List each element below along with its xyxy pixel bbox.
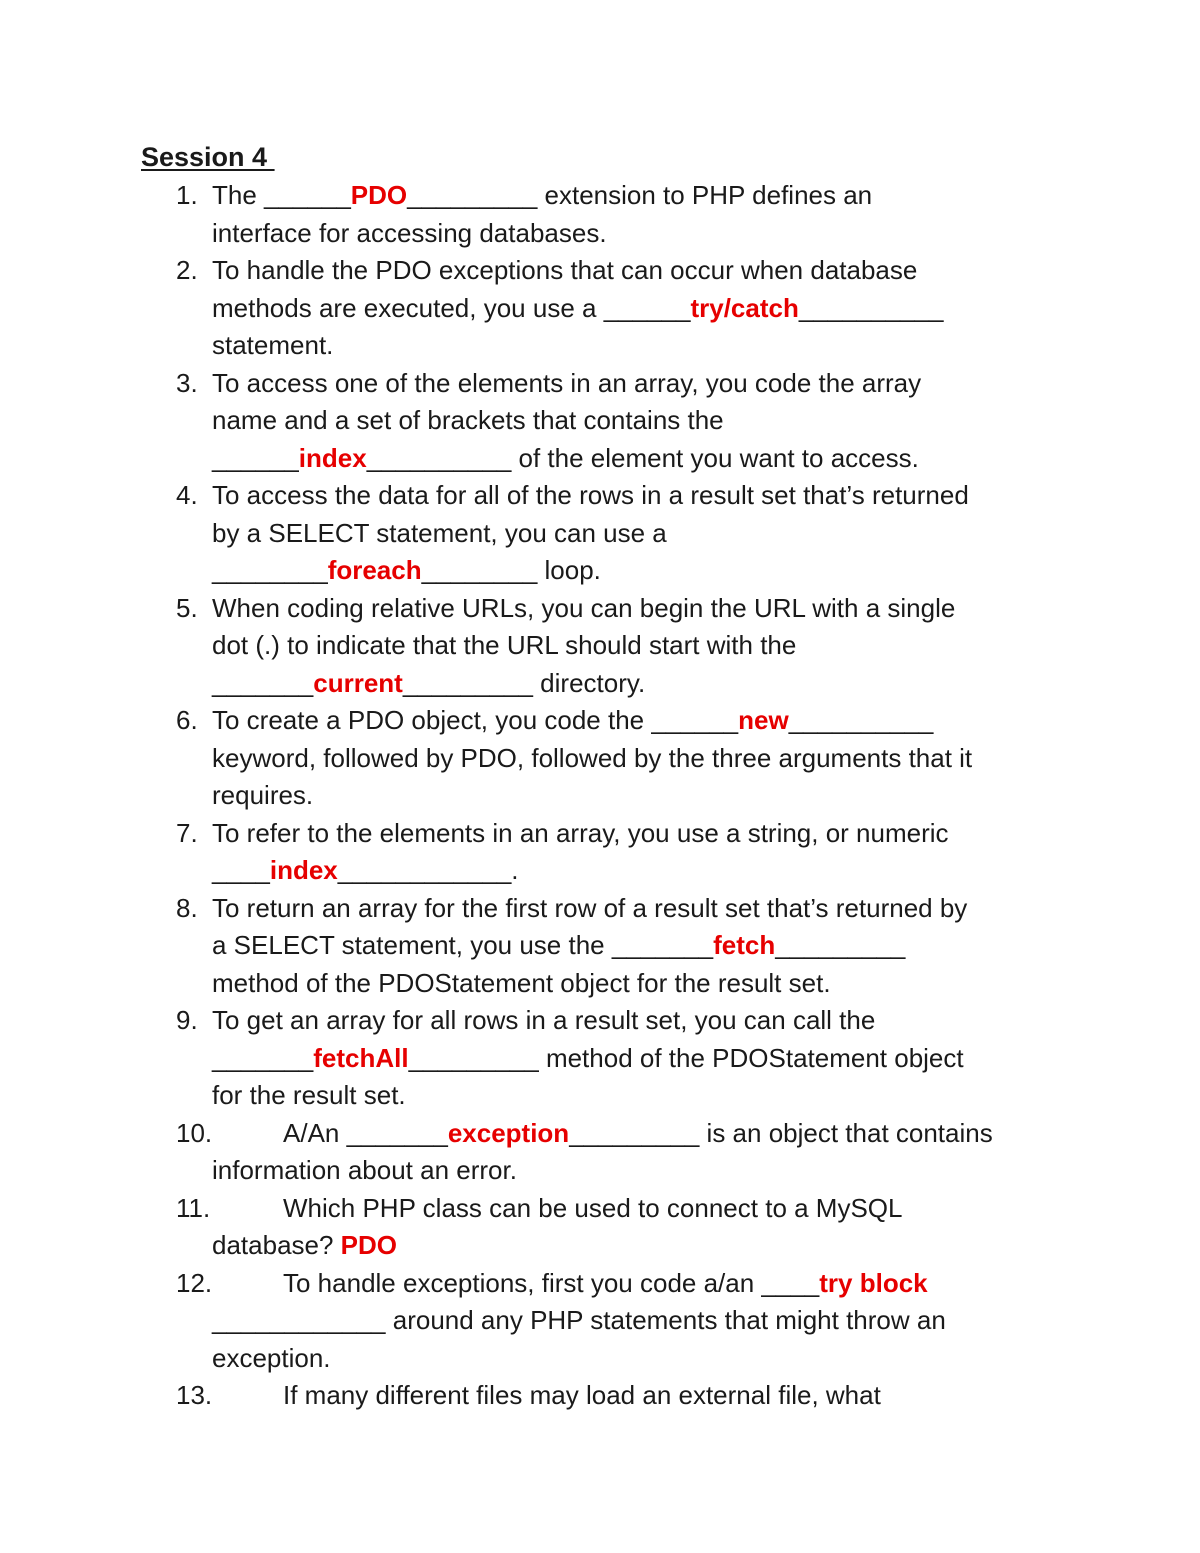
answer-text: index (269, 855, 338, 885)
question-text: If many different files may load an external file, what (283, 1380, 881, 1410)
question-text: requires. (212, 780, 314, 810)
question-text: ____________. (337, 855, 519, 885)
question-text: _________ is an object that contains (569, 1117, 993, 1148)
answer-text: try block (819, 1267, 928, 1298)
question-text-line (0, 290, 1200, 328)
question-text-line (0, 1302, 1200, 1340)
question-text: To get an array for all rows in a result set, you can call the (212, 1005, 876, 1035)
answer-text: new (738, 705, 789, 735)
question-text: exception. (212, 1342, 331, 1373)
question-text: ______ (212, 442, 299, 473)
question-text-line (0, 327, 1200, 365)
list-item-number: 13. (176, 1380, 213, 1410)
question-text: a SELECT statement, you use the _______ (212, 930, 714, 960)
answer-text: fetch (713, 930, 776, 960)
question-text: To return an array for the first row of a result set that’s returned by (212, 892, 968, 923)
answer-text: exception (447, 1117, 570, 1148)
question-text-line (0, 1152, 1200, 1190)
question-text-line (0, 402, 1200, 440)
question-text: interface for accessing databases. (212, 217, 607, 248)
question-text: by a SELECT statement, you can use a (212, 517, 667, 548)
question-text-line (0, 1227, 1200, 1265)
page-title: Session 4 (141, 142, 275, 172)
question-text: __________ (798, 292, 944, 323)
question-text: The ______ (212, 180, 351, 210)
list-item-number: 2. (176, 255, 198, 285)
question-text: To access the data for all of the rows in a result set that’s returned (212, 480, 969, 510)
list-item-number: 1. (176, 180, 198, 210)
question-text-line (0, 627, 1200, 665)
list-item-number: 4. (176, 480, 198, 510)
question-text: To create a PDO object, you code the ______ (212, 705, 739, 735)
list-item-number: 6. (176, 705, 198, 735)
list-item (0, 590, 1200, 703)
question-text: dot (.) to indicate that the URL should start with the (212, 630, 797, 660)
question-text: keyword, followed by PDO, followed by the three arguments that it (212, 742, 973, 773)
question-text-line (0, 552, 1200, 590)
list-item (0, 1115, 1200, 1190)
list-item-number: 8. (176, 892, 198, 923)
list-item (0, 1265, 1200, 1378)
question-text: for the result set. (212, 1080, 406, 1110)
question-text: database? (212, 1230, 341, 1260)
question-text: A/An _______ (283, 1117, 448, 1148)
question-text: _________ extension to PHP defines an (407, 180, 873, 210)
question-list (0, 177, 1200, 1415)
question-text: Which PHP class can be used to connect to a MySQL (283, 1192, 903, 1223)
list-item (0, 890, 1200, 1003)
list-item (0, 477, 1200, 590)
list-item (0, 1377, 1200, 1415)
list-item-number: 9. (176, 1005, 198, 1035)
question-text-line (0, 852, 1200, 890)
question-text: information about an error. (212, 1155, 517, 1185)
answer-text: index (298, 442, 367, 473)
list-item-number: 3. (176, 367, 198, 398)
question-text: ____________ around any PHP statements that might throw an (212, 1305, 946, 1335)
question-text: _________ method of the PDOStatement object (408, 1042, 964, 1073)
question-text-line (0, 927, 1200, 965)
question-text: name and a set of brackets that contains the (212, 405, 724, 435)
question-text: ________ loop. (421, 555, 601, 585)
list-item-number: 5. (176, 592, 198, 623)
list-item (0, 1190, 1200, 1265)
question-text: _______ (212, 1042, 314, 1073)
question-text: __________ of the element you want to access. (366, 442, 919, 473)
question-text-line (0, 665, 1200, 703)
list-item-number: 11. (176, 1192, 211, 1223)
question-text: _________ directory. (402, 667, 646, 698)
list-item-number: 7. (176, 817, 198, 848)
answer-text: PDO (350, 180, 408, 210)
question-text: To handle the PDO exceptions that can occur when database (212, 255, 918, 285)
list-item (0, 815, 1200, 890)
question-text: When coding relative URLs, you can begin the URL with a single (212, 592, 956, 623)
list-item (0, 365, 1200, 478)
answer-text: try/catch (690, 292, 799, 323)
question-text: To refer to the elements in an array, you use a string, or numeric (212, 817, 949, 848)
answer-text: foreach (327, 555, 422, 585)
question-text: ________ (212, 555, 328, 585)
question-text-line (0, 965, 1200, 1003)
question-text: __________ (788, 705, 934, 735)
answer-text: current (313, 667, 403, 698)
list-item (0, 702, 1200, 815)
question-text-line (0, 740, 1200, 778)
question-text-line (0, 1040, 1200, 1078)
answer-text: PDO (340, 1230, 398, 1260)
question-text-line (0, 515, 1200, 553)
list-item (0, 252, 1200, 365)
question-text: methods are executed, you use a ______ (212, 292, 691, 323)
list-item-number: 10. (176, 1117, 213, 1148)
question-text-line (0, 440, 1200, 478)
question-text-line (0, 1340, 1200, 1378)
question-text: statement. (212, 330, 334, 360)
list-item (0, 1002, 1200, 1115)
question-text-line (0, 1077, 1200, 1115)
list-item (0, 177, 1200, 252)
answer-text: fetchAll (313, 1042, 409, 1073)
question-text: _________ (775, 930, 906, 960)
question-text-line (0, 215, 1200, 253)
question-text: _______ (212, 667, 314, 698)
question-text: To handle exceptions, first you code a/an ____ (283, 1267, 820, 1298)
question-text-line (0, 777, 1200, 815)
question-text: ____ (212, 855, 270, 885)
question-text: To access one of the elements in an array, you code the array (212, 367, 922, 398)
question-text: method of the PDOStatement object for the result set. (212, 967, 831, 998)
list-item-number: 12. (176, 1267, 213, 1298)
